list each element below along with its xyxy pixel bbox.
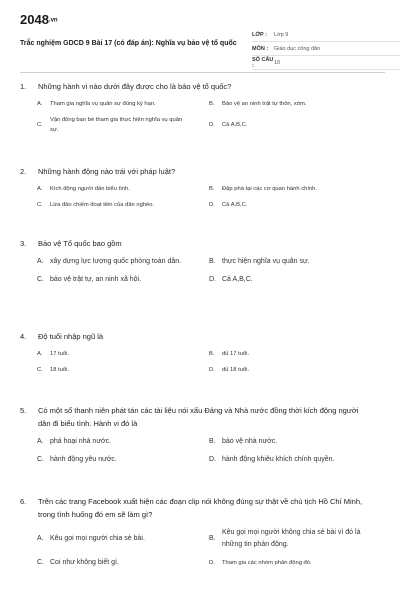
question-2 [20, 165, 385, 210]
option-text: hành động yêu nước. [50, 456, 117, 463]
option-letter: C. [37, 367, 43, 373]
question-body: Những hành động nào trái với pháp luật? [38, 167, 176, 176]
option-b[interactable] [209, 256, 375, 268]
option-text: Đập phá tại các cơ quan hành chính. [222, 186, 318, 192]
question-number: 4. [20, 332, 27, 341]
option-a[interactable] [37, 184, 209, 194]
option-letter: A. [37, 186, 43, 192]
question-text [20, 237, 385, 250]
option-a[interactable] [37, 349, 209, 359]
option-letter: D. [209, 456, 216, 463]
answer-options [37, 527, 375, 569]
option-letter: D. [209, 560, 215, 566]
answer-options [37, 99, 375, 135]
option-text: Tham gia các nhóm phản động đó. [222, 560, 312, 566]
document-header [20, 12, 385, 76]
option-letter: C. [37, 276, 44, 283]
option-b[interactable] [209, 184, 375, 194]
page-title: Trắc nghiệm GDCD 9 Bài 17 (có đáp án): Nghĩa vụ bảo vệ tổ quốc [20, 40, 237, 47]
option-text: Kích động người dân biểu tình. [50, 186, 130, 192]
option-c[interactable] [37, 454, 209, 466]
option-text: thực hiện nghĩa vụ quân sự. [222, 258, 310, 265]
question-body: Độ tuổi nhập ngũ là [38, 332, 104, 341]
meta-row-count [252, 56, 400, 70]
question-text [20, 404, 385, 430]
option-c[interactable] [37, 274, 209, 286]
site-logo[interactable] [20, 12, 58, 27]
meta-row-class [252, 28, 400, 42]
option-letter: A. [37, 535, 44, 542]
option-letter: A. [37, 351, 43, 357]
option-text: 17 tuổi. [50, 351, 70, 357]
option-text: Kêu gọi mọi người chia sẻ bài. [50, 535, 145, 542]
question-body: Có một số thanh niên phát tán các tài liệu nói xấu Đảng và Nhà nước đồng thời kích động người dân đi biểu tình. Hành vi đó là [38, 406, 359, 428]
meta-key: MÔN : [252, 45, 269, 52]
option-letter: B. [209, 258, 216, 265]
option-letter: A. [37, 438, 44, 445]
option-letter: A. [37, 101, 43, 107]
option-letter: D. [209, 202, 215, 208]
option-letter: C. [37, 456, 44, 463]
option-b[interactable] [209, 436, 375, 448]
option-text: đủ 18 tuổi. [222, 367, 250, 373]
option-text: Tham gia nghĩa vụ quân sự đúng kỳ hạn. [50, 101, 156, 107]
option-letter: C. [37, 202, 43, 208]
question-number: 3. [20, 239, 27, 248]
option-text: xây dựng lực lượng quốc phòng toàn dân. [50, 258, 182, 265]
option-d[interactable] [209, 557, 375, 569]
option-letter: B. [209, 186, 215, 192]
option-letter: D. [209, 122, 215, 128]
question-text [20, 80, 385, 93]
option-b[interactable] [209, 99, 375, 109]
question-text [20, 495, 385, 521]
meta-key: SỐ CÂU : [252, 56, 274, 69]
header-divider [20, 72, 385, 73]
option-text: bảo vệ trật tự, an ninh xã hội. [50, 276, 142, 283]
answer-options [37, 184, 375, 210]
option-letter: B. [209, 101, 215, 107]
question-number: 6. [20, 497, 27, 506]
logo-suffix: .vn [48, 17, 58, 24]
meta-value: Giáo dục công dân [274, 45, 321, 52]
question-number: 2. [20, 167, 27, 176]
answer-options [37, 256, 375, 286]
option-a[interactable] [37, 527, 209, 551]
option-text: Coi như không biết gì. [50, 559, 119, 566]
option-text: Kêu gọi mọi người không chia sẻ bài vì đó là những tin phản động. [222, 529, 361, 548]
option-letter: C. [37, 559, 44, 566]
option-text: phá hoại nhà nước. [50, 438, 112, 445]
option-letter: D. [209, 367, 215, 373]
question-6 [20, 495, 385, 569]
question-text [20, 330, 385, 343]
option-letter: A. [37, 258, 44, 265]
question-number: 5. [20, 406, 27, 415]
option-text: Lừa đảo chiếm đoạt tiền của dân nghèo. [50, 202, 155, 208]
question-3 [20, 237, 385, 286]
option-d[interactable] [209, 115, 375, 135]
meta-value: Lớp 9 [274, 31, 289, 38]
option-text: bảo vệ nhà nước. [222, 438, 278, 445]
option-b[interactable] [209, 527, 375, 551]
question-body: Trên các trang Facebook xuất hiện các đoạn clip nói không đúng sự thật về chủ tịch Hồ Chí Minh, trong tình huống đó em sẽ làm gì? [38, 497, 363, 519]
option-d[interactable] [209, 200, 375, 210]
question-4 [20, 330, 385, 375]
question-text [20, 165, 385, 178]
option-text: Cả A,B,C. [222, 202, 248, 208]
option-text: Bảo vệ an ninh trật tự thôn, xóm. [222, 101, 307, 107]
option-letter: B. [209, 438, 216, 445]
question-5 [20, 404, 385, 466]
option-c[interactable] [37, 557, 209, 569]
question-body: Những hành vi nào dưới đây được cho là bảo vệ tổ quốc? [38, 82, 232, 91]
logo-text: 2048 [20, 12, 49, 27]
answer-options [37, 349, 375, 375]
option-text: hành động khiêu khích chính quyền. [222, 456, 335, 463]
option-a[interactable] [37, 436, 209, 448]
answer-options [37, 436, 375, 466]
option-b[interactable] [209, 349, 375, 359]
meta-value: 10 [274, 59, 281, 66]
option-text: Cả A,B,C. [222, 122, 248, 128]
option-letter: B. [209, 535, 216, 542]
option-a[interactable] [37, 256, 209, 268]
meta-row-subject [252, 42, 400, 56]
option-d[interactable] [209, 274, 375, 286]
option-text: đủ 17 tuổi. [222, 351, 250, 357]
option-text: Cả A,B,C. [222, 276, 253, 283]
meta-key: LỚP : [252, 31, 267, 38]
option-c[interactable] [37, 365, 209, 375]
option-d[interactable] [209, 365, 375, 375]
option-c[interactable] [37, 200, 209, 210]
option-d[interactable] [209, 454, 375, 466]
option-a[interactable] [37, 99, 209, 109]
option-text: Vận động bạn bè tham gia thực hiện nghĩa vụ quân sự. [50, 117, 183, 133]
question-1 [20, 80, 385, 135]
option-letter: B. [209, 351, 215, 357]
option-letter: D. [209, 276, 216, 283]
option-c[interactable] [37, 115, 209, 135]
question-body: Bảo vệ Tổ quốc bao gồm [38, 239, 122, 248]
option-text: 18 tuổi. [50, 367, 70, 373]
option-letter: C. [37, 122, 43, 128]
question-number: 1. [20, 82, 27, 91]
meta-table [252, 28, 400, 70]
